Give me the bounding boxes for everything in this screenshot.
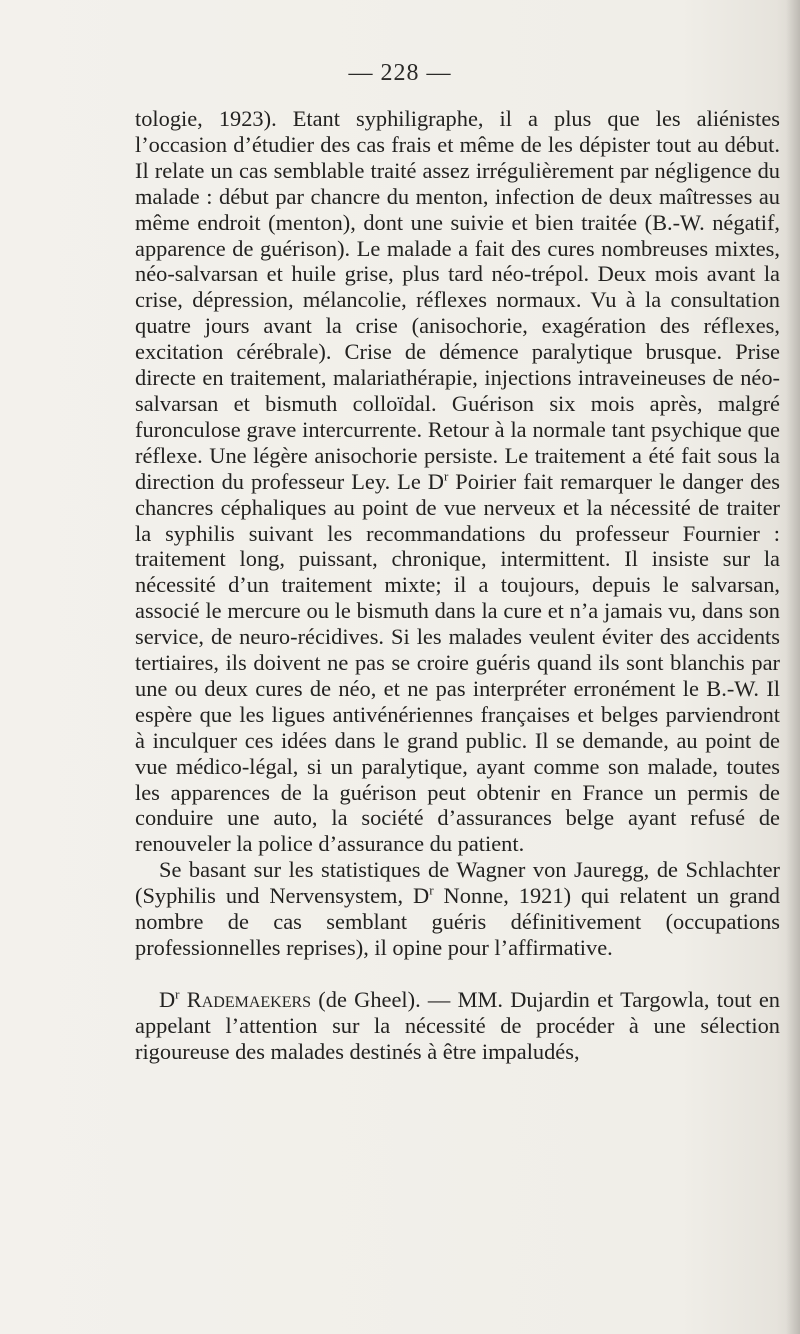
body-text <box>135 106 780 1065</box>
paragraph-2 <box>135 857 780 961</box>
paragraph-3-text: (de Gheel). — MM. Dujardin et Targowla, tout en appelant l’attention sur la nécessité de procéder à une sélection rigoureuse des malades destinés à être impaludés, <box>135 986 780 1064</box>
page-edge-shadow <box>786 0 800 1334</box>
paragraph-1 <box>135 106 780 857</box>
paragraph-2-text-b: Nonne, 1921) qui relatent un grand nombre de cas semblant guéris définitivement (occupations professionnelles reprises), il opine pour l’affirmative. <box>135 883 780 960</box>
superscript: r <box>429 882 434 898</box>
superscript: r <box>175 986 180 1002</box>
paragraph-2-text-a: Se basant sur les statistiques de Wagner von Jauregg, de Schlachter (Syphilis und Nervensystem, D <box>135 857 780 909</box>
paragraph-1-text: tologie, 1923). Etant syphiligraphe, il a plus que les aliénistes l’occasion d’étudier des cas frais et même de les dépister tout au début. Il relate un cas semblable traité assez irrégulièrement par négligence du malade : début par chancre du menton, infection de deux maîtresses au même endroit (menton), dont une suivie et bien traitée (B.-W. négatif, apparence de guérison). Le malade a fait des cures nombreuses mixtes, néo-salvarsan et huile grise, plus tard néo-trépol. Deux mois avant la crise, dépression, mélancolie, réflexes normaux. Vu à la consultation quatre jours avant la crise (anisochorie, exagération des réflexes, excitation cérébrale). Crise de démence paralytique brusque. Prise directe en traitement, malariathérapie, injections intraveineuses de néo-salvarsan et bismuth colloïdal. Guérison six mois après, malgré furonculose grave intercurrente. Retour à la normale tant psychique que réflexe. Une légère anisochorie persiste. Le traitement a été fait sous la direction du professeur Ley. Le D <box>135 106 780 494</box>
paragraph-3 <box>135 987 780 1065</box>
page-number: — 228 — <box>348 60 452 86</box>
speaker-title: D <box>159 986 176 1012</box>
paragraph-1-continued: Poirier fait remarquer le danger des chancres céphaliques au point de vue nerveux et la nécessité de traiter la syphilis suivant les recommandations du professeur Fournier : traitement long, puissant, chronique, intermittent. Il insiste sur la nécessité d’un traitement mixte; il a toujours, depuis le salvarsan, associé le mercure ou le bismuth dans la cure et n’a jamais vu, dans son service, de neuro-récidives. Si les malades veulent éviter des accidents tertiaires, ils doivent ne pas se croire guéris quand ils sont blanchis par une ou deux cures de néo, et ne pas interpréter erronément le B.-W. Il espère que les ligues antivénériennes françaises et belges parviendront à inculquer ces idées dans le grand public. Il se demande, au point de vue médico-légal, si un paralytique, ayant comme son malade, toutes les apparences de la guérison peut obtenir en France un permis de conduire une auto, la société d’assurances belge ayant refusé de renouveler la police d’assurance du patient. <box>135 468 780 857</box>
speaker-name: Rademaekers <box>179 986 312 1012</box>
superscript: r <box>443 468 449 484</box>
